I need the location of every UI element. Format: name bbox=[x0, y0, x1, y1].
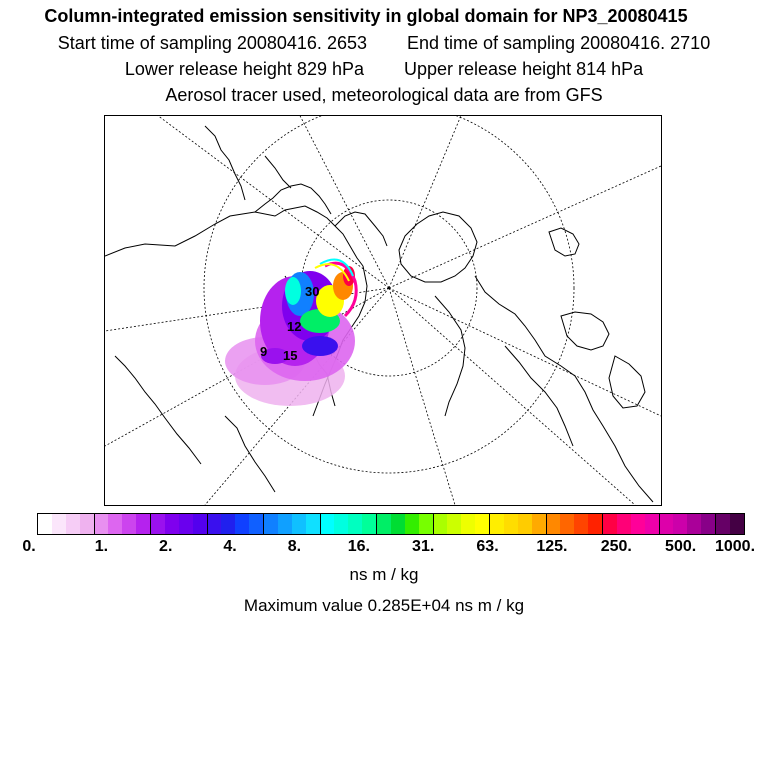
color-swatch bbox=[334, 514, 348, 534]
color-swatch bbox=[278, 514, 292, 534]
sampling-end-text: End time of sampling 20080416. 2710 bbox=[406, 33, 711, 53]
color-swatch bbox=[80, 514, 95, 534]
color-swatch bbox=[730, 514, 744, 534]
color-swatch bbox=[321, 514, 335, 534]
color-swatch bbox=[687, 514, 701, 534]
color-swatch bbox=[434, 514, 448, 534]
release-lower-text: Lower release height 829 hPa bbox=[124, 59, 364, 79]
color-swatch bbox=[631, 514, 645, 534]
color-swatch bbox=[603, 514, 617, 534]
color-swatch bbox=[391, 514, 405, 534]
color-scale-ticks bbox=[0, 538, 768, 558]
color-swatch bbox=[673, 514, 687, 534]
color-swatch bbox=[208, 514, 222, 534]
color-swatch bbox=[377, 514, 391, 534]
tracer-note: Aerosol tracer used, meteorological data are from GFS bbox=[165, 85, 603, 105]
maximum-value-text: Maximum value 0.285E+04 ns m / kg bbox=[243, 596, 525, 615]
sampling-times-line bbox=[0, 33, 768, 54]
color-swatch bbox=[151, 514, 165, 534]
color-swatch bbox=[66, 514, 80, 534]
color-swatch bbox=[235, 514, 249, 534]
color-swatch bbox=[348, 514, 362, 534]
color-scale-tick-label: 31. bbox=[412, 538, 435, 555]
coastlines bbox=[105, 126, 653, 502]
color-swatch bbox=[447, 514, 461, 534]
plume-label-4: 15 bbox=[283, 348, 298, 363]
sampling-start-text: Start time of sampling 20080416. 2653 bbox=[57, 33, 367, 53]
color-scale-tick-label: 2. bbox=[159, 538, 173, 555]
color-swatch bbox=[179, 514, 193, 534]
color-swatch bbox=[574, 514, 588, 534]
color-scale-tick-label: 125. bbox=[536, 538, 568, 555]
color-scale-tick-label: 63. bbox=[476, 538, 499, 555]
color-swatch bbox=[136, 514, 151, 534]
plume-label-3: 9 bbox=[260, 344, 268, 359]
color-scale-bar bbox=[37, 513, 745, 535]
color-swatch bbox=[292, 514, 306, 534]
color-swatch bbox=[249, 514, 264, 534]
map-title: Column-integrated emission sensitivity in global domain for NP3_20080415 bbox=[44, 6, 688, 26]
color-scale-tick-label: 1000. bbox=[714, 538, 756, 555]
color-scale-tick-label: 250. bbox=[600, 538, 632, 555]
color-swatch bbox=[701, 514, 716, 534]
color-swatch bbox=[122, 514, 136, 534]
color-swatch bbox=[518, 514, 532, 534]
color-swatch bbox=[588, 514, 603, 534]
color-swatch bbox=[461, 514, 475, 534]
color-swatch bbox=[490, 514, 504, 534]
color-swatch bbox=[660, 514, 674, 534]
color-scale-tick-label: 500. bbox=[665, 538, 697, 555]
color-swatch bbox=[193, 514, 208, 534]
color-swatch bbox=[95, 514, 109, 534]
color-scale-tick-label: 0. bbox=[22, 538, 36, 555]
color-swatch bbox=[108, 514, 122, 534]
polar-map bbox=[105, 116, 661, 505]
color-swatch bbox=[560, 514, 574, 534]
color-swatch bbox=[419, 514, 434, 534]
color-swatch bbox=[475, 514, 490, 534]
color-swatch bbox=[165, 514, 179, 534]
release-heights-line bbox=[0, 59, 768, 80]
color-swatch bbox=[645, 514, 660, 534]
color-swatch bbox=[504, 514, 518, 534]
color-scale-tick-label: 16. bbox=[347, 538, 370, 555]
color-scale-tick-label: 8. bbox=[287, 538, 302, 555]
release-upper-text: Upper release height 814 hPa bbox=[404, 59, 644, 79]
color-swatch bbox=[716, 514, 730, 534]
color-swatch bbox=[405, 514, 419, 534]
color-swatch bbox=[52, 514, 66, 534]
color-swatch bbox=[362, 514, 377, 534]
color-scale-tick-label: 4. bbox=[223, 538, 237, 555]
color-scale-tick-label: 1. bbox=[94, 538, 109, 555]
unit-label: ns m / kg bbox=[349, 565, 419, 584]
plume-label-2: 12 bbox=[287, 319, 302, 334]
color-swatch bbox=[532, 514, 547, 534]
color-swatch bbox=[38, 514, 52, 534]
color-swatch bbox=[264, 514, 278, 534]
color-swatch bbox=[306, 514, 321, 534]
plume-label-1: 30 bbox=[305, 284, 320, 299]
polar-map-panel bbox=[104, 115, 662, 506]
color-swatch bbox=[221, 514, 235, 534]
color-swatch bbox=[617, 514, 631, 534]
color-swatch bbox=[547, 514, 561, 534]
